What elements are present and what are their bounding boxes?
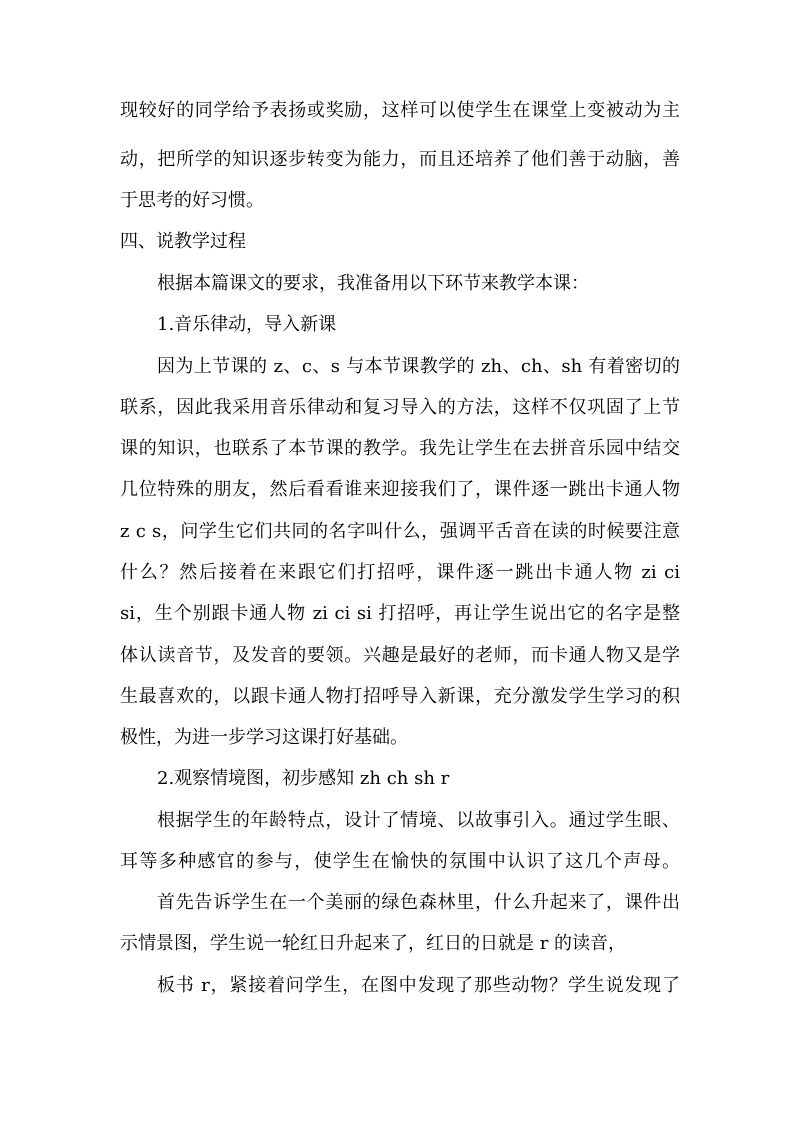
subsection-heading: 2.观察情境图，初步感知 zh ch sh r: [157, 768, 450, 789]
body-text-line: 课的知识，也联系了本节课的教学。我先让学生在去拼音乐园中结交: [120, 438, 680, 459]
body-text-line: 于思考的好习惯。: [120, 190, 264, 211]
body-text-line: 动，把所学的知识逐步转变为能力，而且还培养了他们善于动脑，善: [120, 149, 680, 170]
body-text-line: 根据学生的年龄特点，设计了情境、以故事引入。通过学生眼、: [157, 810, 680, 831]
body-text-line: 体认读音节，及发音的要领。兴趣是最好的老师，而卡通人物又是学: [120, 645, 680, 666]
body-text-line: 耳等多种感官的参与，使学生在愉快的氛围中认识了这几个声母。: [120, 851, 680, 872]
body-text-line: si，生个别跟卡通人物 zi ci si 打招呼，再让学生说出它的名字是整: [120, 603, 680, 624]
body-text-line: 几位特殊的朋友，然后看看谁来迎接我们了，课件逐一跳出卡通人物: [120, 479, 680, 500]
body-text-line: 因为上节课的 z、c、s 与本节课教学的 zh、ch、sh 有着密切的: [157, 356, 680, 377]
body-text-line: 根据本篇课文的要求，我准备用以下环节来教学本课：: [157, 273, 589, 294]
body-text-line: 首先告诉学生在一个美丽的绿色森林里，什么升起来了，课件出: [157, 892, 680, 913]
body-text-line: 极性，为进一步学习这课打好基础。: [120, 727, 408, 748]
subsection-heading: 1.音乐律动，导入新课: [157, 314, 337, 335]
body-text-line: 示情景图，学生说一轮红日升起来了，红日的日就是 r 的读音，: [120, 933, 627, 954]
body-text-line: 生最喜欢的，以跟卡通人物打招呼导入新课，充分激发学生学习的积: [120, 686, 680, 707]
body-text-line: 联系，因此我采用音乐律动和复习导入的方法，这样不仅巩固了上节: [120, 397, 680, 418]
body-text-line: 现较好的同学给予表扬或奖励，这样可以使学生在课堂上变被动为主: [120, 100, 680, 121]
body-text-line: 什么？然后接着在来跟它们打招呼，课件逐一跳出卡通人物 zi ci: [120, 562, 680, 583]
body-text-line: 板书 r，紧接着问学生，在图中发现了那些动物？学生说发现了: [157, 975, 680, 996]
section-heading: 四、说教学过程: [120, 231, 246, 252]
body-text-line: z c s，问学生它们共同的名字叫什么，强调平舌音在读的时候要注意: [120, 521, 680, 542]
